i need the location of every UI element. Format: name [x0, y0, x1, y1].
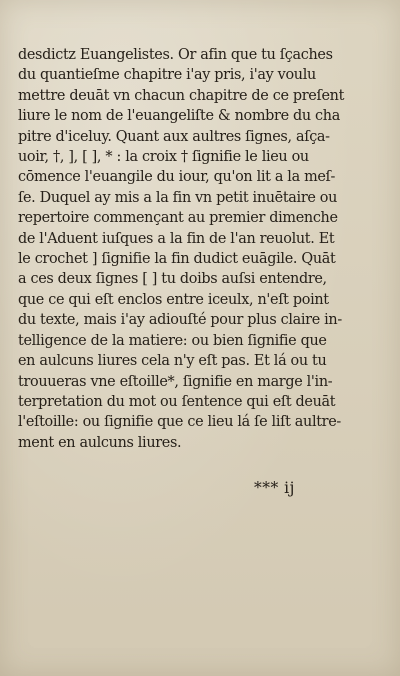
text-line: que ce qui eſt enclos entre iceulx, n'eſt point — [18, 289, 329, 308]
text-line: du quantieſme chapitre i'ay pris, i'ay voulu — [18, 65, 316, 84]
signature-mark: *** ij — [254, 479, 295, 497]
text-line: a ces deux ſignes [ ] tu doibs auſsi entendre, — [18, 269, 327, 288]
text-line: l'eſtoille: ou ſignifie que ce lieu lá ſe liſt aultre- — [18, 412, 341, 431]
text-line: pitre d'iceluy. Quant aux aultres ſignes, aſça- — [18, 126, 330, 145]
text-line: du texte, mais i'ay adiouſté pour plus claire in- — [18, 310, 342, 329]
text-line: ſe. Duquel ay mis a la fin vn petit inuētaire ou — [18, 187, 338, 206]
text-line: repertoire commençant au premier dimenche — [18, 208, 338, 227]
text-line: desdictz Euangelistes. Or afin que tu ſçaches — [18, 45, 333, 63]
text-line: telligence de la matiere: ou bien ſignifie que — [18, 330, 327, 349]
body-text — [18, 44, 394, 452]
text-line: le crochet ] ſignifie la fin dudict euāgile. Quāt — [18, 249, 336, 268]
text-line: terpretation du mot ou ſentence qui eſt deuāt — [18, 391, 336, 410]
text-line: uoir, †, ], [ ], * : la croix † ſignifie le lieu ou — [18, 147, 309, 166]
text-line: ment en aulcuns liures. — [18, 432, 182, 451]
text-line: en aulcuns liures cela n'y eſt pas. Et lá ou tu — [18, 351, 327, 370]
text-line: cōmence l'euangile du iour, qu'on lit a la meſ- — [18, 167, 336, 186]
text-line: trouueras vne eſtoille*, ſignifie en marge l'in- — [18, 371, 333, 390]
text-line: liure le nom de l'euangeliſte & nombre du cha — [18, 106, 340, 125]
text-line: mettre deuāt vn chacun chapitre de ce preſent — [18, 85, 345, 104]
text-line: de l'Aduent iuſques a la fin de l'an reuolut. Et — [18, 228, 335, 247]
